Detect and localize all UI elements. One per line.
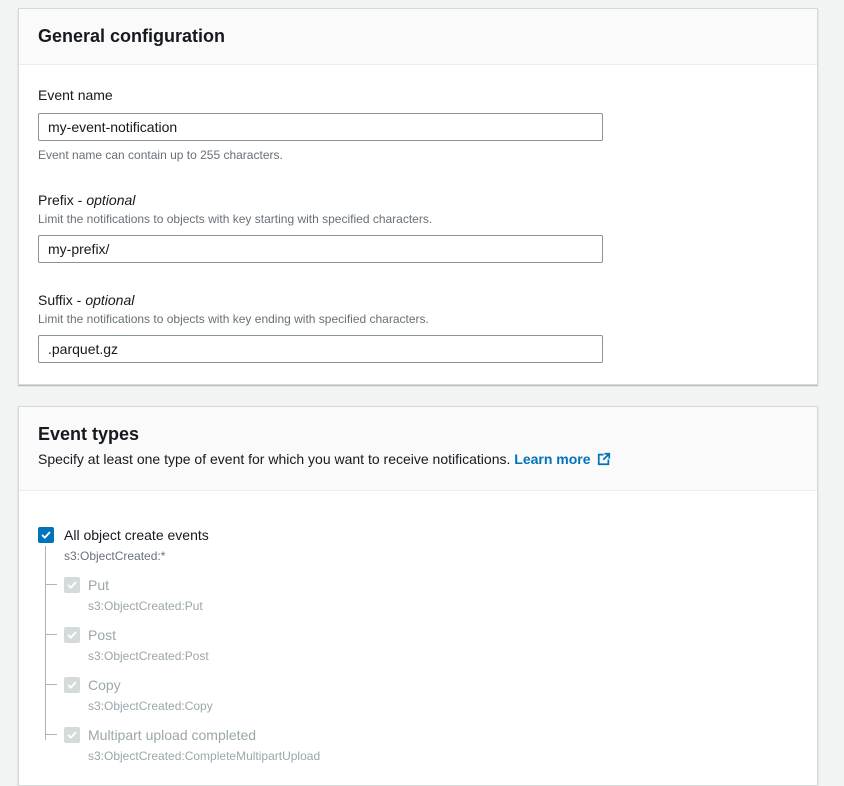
checkbox-event-code: s3:ObjectCreated:Copy <box>88 699 213 713</box>
multipart-upload-completed-checkbox <box>64 727 80 743</box>
event-types-card <box>18 406 818 786</box>
prefix-optional-label: optional <box>86 192 136 208</box>
checkbox-label: Post <box>88 627 117 643</box>
all-object-create-events-text <box>64 526 209 564</box>
multipart-upload-completed-text <box>88 726 320 764</box>
event-types-description <box>38 449 798 469</box>
checkbox-row-copy <box>64 676 798 714</box>
checkbox-label: Multipart upload completed <box>88 727 257 743</box>
checkbox-row-all-object-create-events <box>38 526 798 564</box>
checkmark-icon <box>40 529 52 541</box>
put-text <box>88 576 203 614</box>
prefix-label <box>38 190 798 210</box>
event-name-input[interactable] <box>38 113 603 141</box>
general-configuration-header <box>19 9 817 65</box>
learn-more-link[interactable] <box>514 451 610 467</box>
general-configuration-title: General configuration <box>38 26 226 46</box>
event-types-title: Event types <box>38 424 140 444</box>
suffix-label <box>38 290 798 310</box>
event-name-label: Event name <box>38 87 113 103</box>
checkbox-label: Put <box>88 577 110 593</box>
tree-connector-line <box>45 546 46 740</box>
event-name-field-group <box>38 85 798 163</box>
checkbox-row-post <box>64 626 798 664</box>
prefix-description: Limit the notifications to objects with key starting with specified characters. <box>38 212 433 226</box>
event-name-constraint: Event name can contain up to 255 characters. <box>38 148 283 162</box>
put-checkbox <box>64 577 80 593</box>
prefix-label-text: Prefix - <box>38 192 83 208</box>
checkbox-event-code: s3:ObjectCreated:CompleteMultipartUpload <box>88 749 321 763</box>
general-configuration-body <box>19 65 817 384</box>
event-types-header <box>19 407 817 491</box>
event-types-body <box>19 491 817 785</box>
copy-checkbox <box>64 677 80 693</box>
post-checkbox <box>64 627 80 643</box>
checkmark-icon <box>66 679 78 691</box>
checkbox-event-code: s3:ObjectCreated:Post <box>88 649 209 663</box>
general-configuration-card <box>18 8 818 385</box>
suffix-description: Limit the notifications to objects with key ending with specified characters. <box>38 312 429 326</box>
checkbox-event-code: s3:ObjectCreated:Put <box>88 599 203 613</box>
learn-more-label: Learn more <box>514 451 591 467</box>
post-text <box>88 626 209 664</box>
suffix-input[interactable] <box>38 335 603 363</box>
event-types-tree <box>38 526 798 764</box>
copy-text <box>88 676 213 714</box>
checkmark-icon <box>66 729 78 741</box>
checkbox-row-put <box>64 576 798 614</box>
all-object-create-events-checkbox[interactable] <box>38 527 54 543</box>
checkbox-event-code: s3:ObjectCreated:* <box>64 549 166 563</box>
checkbox-label: Copy <box>88 677 121 693</box>
checkmark-icon <box>66 629 78 641</box>
prefix-field-group <box>38 190 798 263</box>
suffix-optional-label: optional <box>85 292 135 308</box>
checkmark-icon <box>66 579 78 591</box>
checkbox-row-multipart-upload-completed <box>64 726 798 764</box>
prefix-input[interactable] <box>38 235 603 263</box>
checkbox-label: All object create events <box>64 527 209 543</box>
external-link-icon <box>597 452 611 466</box>
suffix-field-group <box>38 290 798 363</box>
event-types-description-text: Specify at least one type of event for which you want to receive notifications. <box>38 451 511 467</box>
suffix-label-text: Suffix - <box>38 292 82 308</box>
